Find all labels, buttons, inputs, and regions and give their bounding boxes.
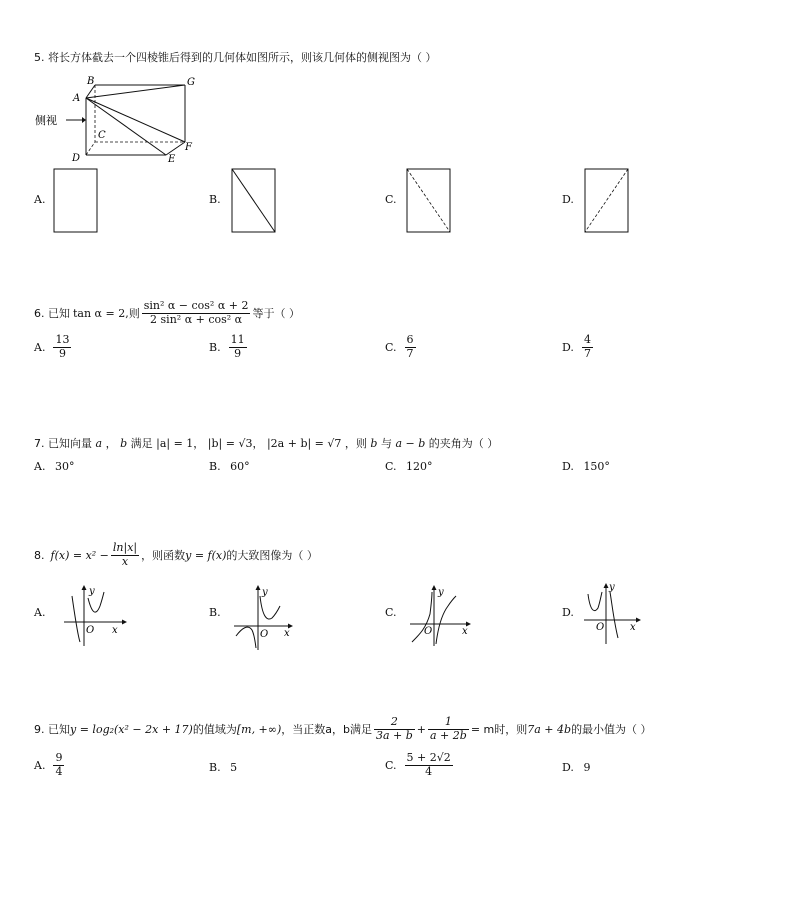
q8-suffix: 的大致图像为（ ） <box>226 549 318 563</box>
q6-prefix: 6. 已知 <box>34 307 70 321</box>
q9-option-b-value: 5 <box>230 761 238 774</box>
label-g: G <box>187 77 195 88</box>
q9-option-a-den: 4 <box>55 764 63 778</box>
q5-view-label: 侧视 <box>35 114 57 127</box>
q9-prefix: 9. 已知 <box>34 723 70 737</box>
q5-option-d-label: D. <box>562 193 574 206</box>
q6-expression-numerator: sin² α − cos² α + 2 <box>143 299 249 312</box>
label-c: C <box>98 130 106 141</box>
q8-option-b-graph[interactable] <box>232 584 298 652</box>
q7-sep: ， <box>105 437 117 450</box>
q7-with: 与 <box>380 437 392 450</box>
q9-mid: ，当正数a，b满足 <box>281 723 372 737</box>
q6-option-c-num: 6 <box>406 333 414 346</box>
q7-option-d[interactable] <box>562 460 610 473</box>
q9-option-d-value: 9 <box>583 761 591 774</box>
q8d-x-label: x <box>630 622 636 633</box>
q7-option-d-value: 150° <box>583 460 610 473</box>
q6-option-a-value <box>53 334 71 360</box>
q8-option-d-label: D. <box>562 606 574 619</box>
q8-option-a-label: A. <box>34 606 46 619</box>
q9-option-a-label: A. <box>34 758 46 772</box>
label-a: A <box>73 93 81 104</box>
q8-option-c-label: C. <box>385 606 397 619</box>
q9-option-c-den: 4 <box>425 764 433 778</box>
q9-range-text: 的值域为 <box>192 723 237 737</box>
q9-f1-den: 3a + b <box>375 728 413 742</box>
q5-option-d-figure[interactable] <box>584 168 630 234</box>
q9-option-c-value <box>405 752 453 778</box>
q9-func: y = log₂(x² − 2x + 17) <box>70 722 193 736</box>
q6-option-c[interactable] <box>385 334 416 360</box>
q5-option-b-figure[interactable] <box>231 168 277 234</box>
q9-eq: = m时，则 <box>470 723 528 737</box>
q8-fraction-num: ln|x| <box>112 541 138 554</box>
q7-vec-a-minus-b: a − b <box>395 437 426 450</box>
q8a-y-label: y <box>89 586 95 597</box>
q6-stem <box>34 300 300 326</box>
q8-option-c-graph[interactable] <box>408 584 476 648</box>
q9-fraction-1 <box>374 716 415 742</box>
q8d-y-label: y <box>609 582 615 593</box>
q8b-origin: O <box>260 629 269 640</box>
q7-abs-a: |a| = 1 <box>156 437 194 450</box>
q6-then: 则 <box>128 307 140 321</box>
q6-option-d-label: D. <box>562 340 574 354</box>
q6-option-b[interactable] <box>209 334 247 360</box>
q9-option-c-num: 5 + 2√2 <box>406 751 451 764</box>
q6-expression <box>142 300 251 326</box>
q7-option-c-value: 120° <box>406 460 433 473</box>
q7-option-c[interactable] <box>385 460 433 473</box>
label-d: D <box>72 153 81 164</box>
q9-f2-num: 1 <box>428 716 469 730</box>
q6-option-d-value <box>582 334 593 360</box>
q9-expr: 7a + 4b <box>527 722 572 736</box>
q8-fraction-den: x <box>121 554 129 568</box>
q6-option-b-label: B. <box>209 340 221 354</box>
q7-then: ，则 <box>344 437 367 450</box>
q6-option-b-num: 11 <box>230 333 245 346</box>
q5-option-a-label: A. <box>34 193 46 206</box>
q8c-origin: O <box>424 626 433 637</box>
q7-option-a[interactable] <box>34 460 74 473</box>
q7-abs-b: |b| = √3 <box>207 437 253 450</box>
q9-f1-num: 2 <box>374 716 415 730</box>
q7-option-d-label: D. <box>562 460 574 473</box>
q6-option-d-den: 7 <box>583 346 591 360</box>
q9-option-a-value <box>53 752 64 778</box>
q9-option-a[interactable] <box>34 752 64 778</box>
q8a-origin: O <box>86 625 95 636</box>
q6-option-c-label: C. <box>385 340 397 354</box>
q7-vec-b2: b <box>370 437 378 450</box>
q6-option-c-value <box>405 334 416 360</box>
q9-option-b-label: B. <box>209 761 221 774</box>
q7-option-a-value: 30° <box>54 460 75 473</box>
q7-option-b-value: 60° <box>230 460 250 473</box>
q8b-y-label: y <box>262 587 268 598</box>
q9-option-c[interactable] <box>385 752 453 778</box>
q6-option-d-num: 4 <box>583 333 591 346</box>
q5-option-a-figure[interactable] <box>53 168 99 234</box>
q7-abs-2a-b: |2a + b| = √7 <box>266 437 342 450</box>
q5-cuboid-figure <box>30 70 210 168</box>
q9-range: [m, +∞) <box>236 722 282 736</box>
q9-stem <box>34 716 652 742</box>
q8-prefix: 8. <box>34 548 45 562</box>
q9-option-b[interactable] <box>209 761 237 774</box>
q8-option-d-graph[interactable] <box>582 582 648 646</box>
q9-suffix: 的最小值为（ ） <box>571 723 652 737</box>
q7-option-c-label: C. <box>385 460 397 473</box>
q6-option-a[interactable] <box>34 334 71 360</box>
q5-stem: 5. 将长方体截去一个四棱锥后得到的几何体如图所示，则该几何体的侧视图为（ ） <box>34 51 437 64</box>
q8-func: y = f(x) <box>185 548 227 562</box>
q8d-origin: O <box>596 622 605 633</box>
q5-option-b-label: B. <box>209 193 221 206</box>
q7-stem: 7. 已知向量 a ， b 满足 |a| = 1， |b| = √3， |2a + b| = √7 ，则 b 与 a − b 的夹角为（ ） <box>34 437 499 450</box>
q8-stem <box>34 542 318 568</box>
q8-fraction <box>111 542 139 568</box>
q9-option-a-num: 9 <box>55 751 63 764</box>
q6-suffix: 等于（ ） <box>252 307 300 321</box>
q8c-y-label: y <box>438 587 444 598</box>
q6-option-a-num: 13 <box>55 333 70 346</box>
q7-cond: 满足 <box>130 437 153 450</box>
q8-f-left: f(x) = x² − <box>50 548 109 562</box>
q8b-x-label: x <box>284 628 290 639</box>
q6-option-a-label: A. <box>34 340 46 354</box>
q9-f2-den: a + 2b <box>430 728 467 742</box>
q7-suffix: 的夹角为（ ） <box>428 437 499 450</box>
q7-option-a-label: A. <box>34 460 46 473</box>
q7-option-b[interactable] <box>209 460 250 473</box>
q8a-x-label: x <box>112 625 118 636</box>
q6-condition: tan α = 2, <box>73 306 129 320</box>
q6-expression-denominator: 2 sin² α + cos² α <box>150 312 243 326</box>
q6-option-d[interactable] <box>562 334 593 360</box>
q9-fraction-2 <box>428 716 469 742</box>
q8-option-b-label: B. <box>209 606 221 619</box>
q7-option-b-label: B. <box>209 460 221 473</box>
q9-option-d-label: D. <box>562 761 574 774</box>
q7-vector-b: b <box>120 437 128 450</box>
label-e: E <box>168 154 176 165</box>
q7-vector-a: a <box>95 437 103 450</box>
label-f: F <box>185 142 192 153</box>
q9-option-d[interactable] <box>562 761 590 774</box>
q8-mid: ，则函数 <box>141 549 186 563</box>
q9-plus: + <box>416 722 426 736</box>
q7-prefix: 7. 已知向量 <box>34 437 92 450</box>
q6-option-b-den: 9 <box>234 346 242 360</box>
q5-option-c-figure[interactable] <box>406 168 452 234</box>
q6-option-c-den: 7 <box>406 346 414 360</box>
q8-option-a-graph[interactable] <box>60 584 130 648</box>
label-b: B <box>87 76 95 87</box>
q8c-x-label: x <box>462 626 468 637</box>
q6-option-b-value <box>229 334 247 360</box>
q5-option-c-label: C. <box>385 193 397 206</box>
q9-option-c-label: C. <box>385 758 397 772</box>
q6-option-a-den: 9 <box>58 346 66 360</box>
